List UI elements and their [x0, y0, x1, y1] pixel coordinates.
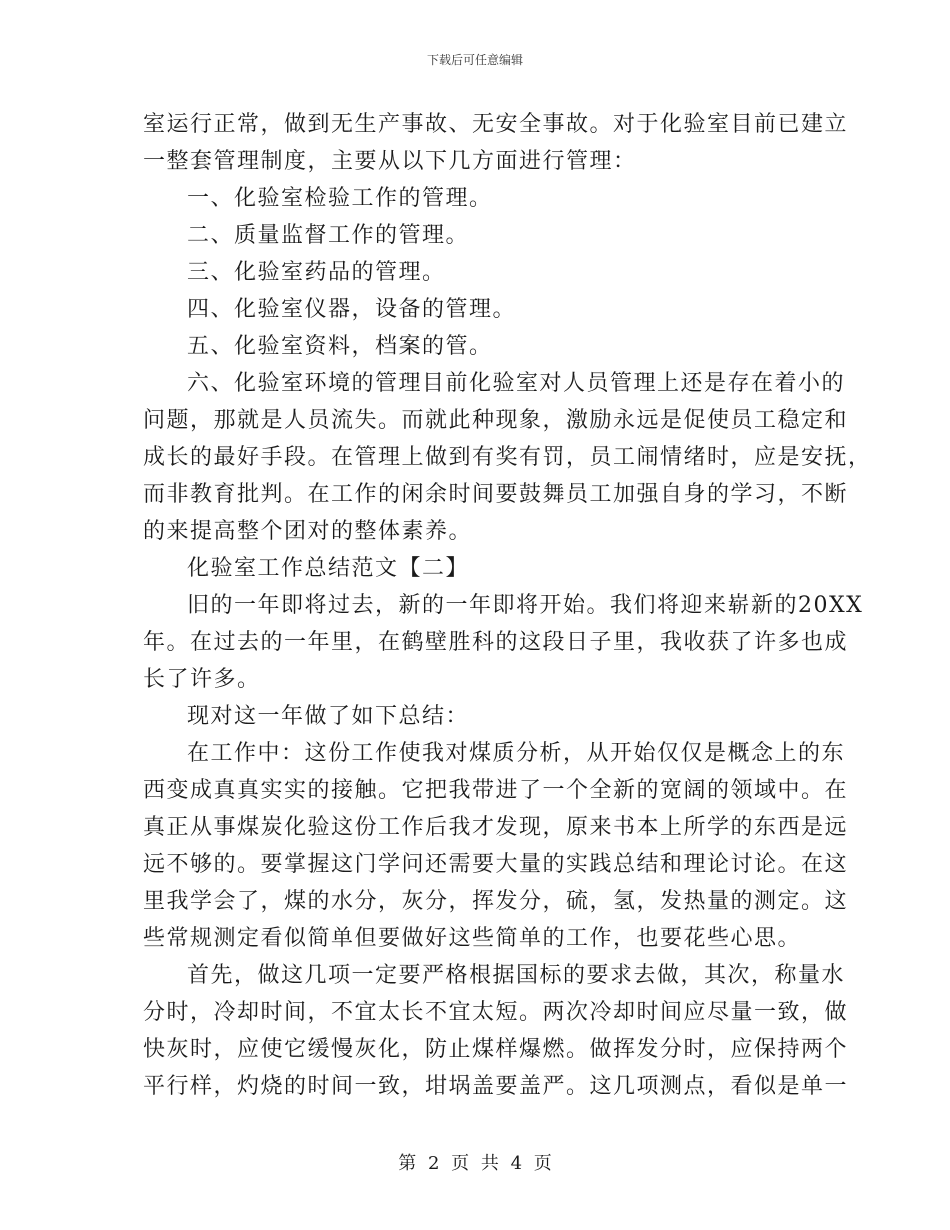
text-line: 成长的最好手段。在管理上做到有奖有罚，员工闹情绪时，应是安抚，: [143, 445, 872, 470]
page-header: 下载后可任意编辑: [426, 53, 523, 67]
page-number: 第 2 页 共 4 页: [398, 1153, 552, 1174]
text-line: 首先，做这几项一定要严格根据国标的要求去做，其次，称量水: [187, 963, 846, 988]
section-heading: 化验室工作总结范文【二】: [187, 556, 470, 581]
text-line: 平行样，灼烧的时间一致，坩埚盖要盖严。这几项测点，看似是单一: [143, 1074, 849, 1099]
list-item: 二、质量监督工作的管理。: [187, 223, 470, 248]
text-line: 在工作中：这份工作使我对煤质分析，从开始仅仅是概念上的东: [187, 741, 846, 766]
text-line: 室运行正常，做到无生产事故、无安全事故。对于化验室目前已建立: [143, 112, 849, 137]
list-item: 五、化验室资料，档案的管。: [187, 334, 493, 359]
text-line: 里我学会了，煤的水分，灰分，挥发分，硫，氢，发热量的测定。这: [143, 889, 849, 914]
text-line: 一整套管理制度，主要从以下几方面进行管理：: [143, 149, 637, 174]
list-item: 三、化验室药品的管理。: [187, 260, 446, 285]
text-line: 远不够的。要掌握这门学问还需要大量的实践总结和理论讨论。在这: [143, 852, 849, 877]
text-line: 的来提高整个团对的整体素养。: [143, 519, 473, 544]
document-body: [143, 106, 872, 1105]
text-line: 真正从事煤炭化验这份工作后我才发现，原来书本上所学的东西是远: [143, 815, 849, 840]
text-line: 快灰时，应使它缓慢灰化，防止煤样爆燃。做挥发分时，应保持两个: [143, 1037, 849, 1062]
text-line: 西变成真真实实的接触。它把我带进了一个全新的宽阔的领域中。在: [143, 778, 849, 803]
text-line: 分时，冷却时间，不宜太长不宜太短。两次冷却时间应尽量一致，做: [143, 1000, 849, 1025]
text-line: 旧的一年即将过去，新的一年即将开始。我们将迎来崭新的20XX: [187, 593, 864, 618]
text-line: 长了许多。: [143, 667, 261, 692]
text-line: 而非教育批判。在工作的闲余时间要鼓舞员工加强自身的学习，不断: [143, 482, 849, 507]
text-line: 现对这一年做了如下总结：: [187, 704, 470, 729]
list-item: 四、化验室仪器，设备的管理。: [187, 297, 517, 322]
list-item: 一、化验室检验工作的管理。: [187, 186, 493, 211]
text-line: 问题，那就是人员流失。而就此种现象，激励永远是促使员工稳定和: [143, 408, 849, 433]
list-item: 六、化验室环境的管理目前化验室对人员管理上还是存在着小的: [187, 371, 846, 396]
text-line: 些常规测定看似简单但要做好这些简单的工作，也要花些心思。: [143, 926, 802, 951]
text-line: 年。在过去的一年里，在鹤壁胜科的这段日子里，我收获了许多也成: [143, 630, 849, 655]
